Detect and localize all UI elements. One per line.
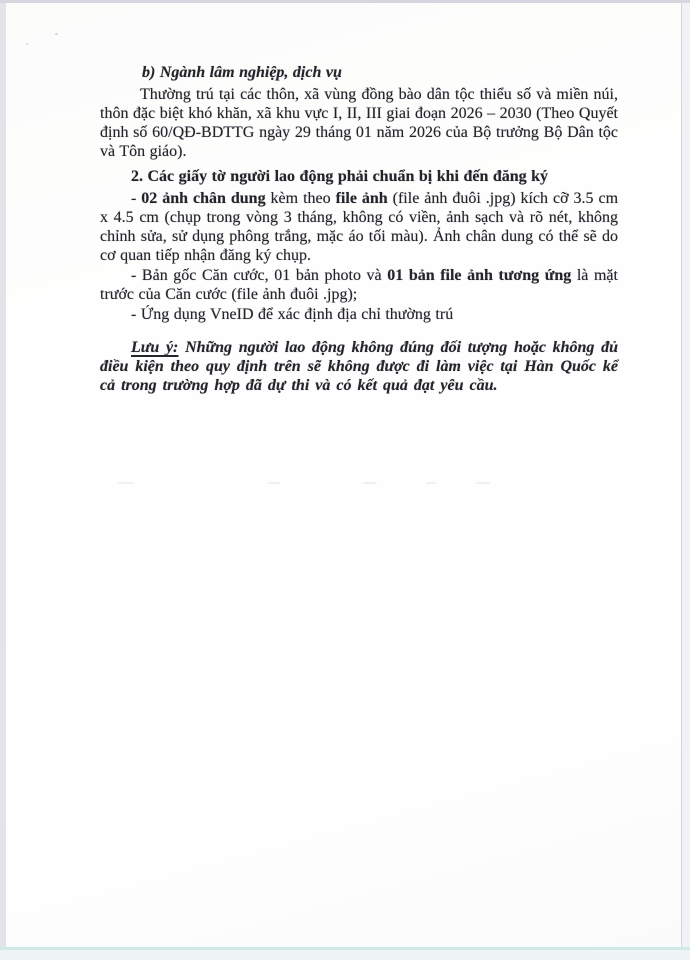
id-text-1: - Bản gốc Căn cước, 01 bản photo và (131, 267, 388, 284)
bold-photo-count: 02 ảnh chân dung (141, 190, 266, 207)
bleed-mark (268, 482, 280, 484)
item-vneid: - Ứng dụng VneID để xác định địa chỉ thường trú (131, 306, 454, 323)
bleed-mark (363, 482, 377, 484)
item-id-card (100, 266, 618, 304)
note-paragraph (100, 338, 618, 395)
bleed-mark (118, 482, 134, 484)
bold-file-anh: file ảnh (335, 190, 388, 207)
bleed-mark (476, 482, 490, 484)
item-photo-requirements (100, 189, 618, 265)
note-text: Những người lao động không đúng đối tượng hoặc không đủ điều kiện theo quy định trên sẽ không được đi làm việc tại Hàn Quốc kể cả trong trường hợp đã dự thi và có kết quả đạt yêu cầu. (100, 339, 619, 394)
bleed-mark (426, 482, 436, 484)
photo-text-2: (file ảnh đuôi .jpg) kích cỡ 3.5 cm x 4.5 cm (chụp trong vòng 3 tháng, không có viền, ảnh sạch và rõ nét, không chỉnh sửa, sử dụng phông trắng, mặc áo tối màu). Ảnh chân dung có thể sẽ do cơ quan tiếp nhận đăng ký chụp. (100, 190, 619, 264)
scan-speck (55, 33, 58, 35)
photo-text-1: kèm theo (265, 190, 336, 207)
document-page (6, 3, 682, 947)
paragraph-residency: Thường trú tại các thôn, xã vùng đồng bào dân tộc thiểu số và miền núi, thôn đặc biệt khó khăn, xã khu vực I, II, III giai đoạn 2026 – 2030 (Theo Quyết định số 60/QĐ-BDTTG ngày 29 tháng 01 năm 2026 của Bộ trưởng Bộ Dân tộc và Tôn giáo). (100, 86, 618, 160)
backdrop-right-strip (682, 3, 690, 947)
note-label: Lưu ý: (131, 339, 179, 356)
list-dash: - (131, 190, 142, 207)
id-text-2: là mặt trước của Căn cước (file ảnh đuôi .jpg); (100, 267, 618, 303)
section-b-heading: b) Ngành lâm nghiệp, dịch vụ (142, 64, 342, 81)
bold-id-file: 01 bản file ảnh tương ứng (387, 267, 572, 284)
bleed-through-marks (6, 481, 682, 484)
document-content (100, 63, 618, 395)
backdrop-bottom-strip (0, 950, 690, 960)
section-2-heading: 2. Các giấy tờ người lao động phải chuẩn bị khi đến đăng ký (131, 168, 549, 185)
scan-speck (26, 43, 28, 45)
